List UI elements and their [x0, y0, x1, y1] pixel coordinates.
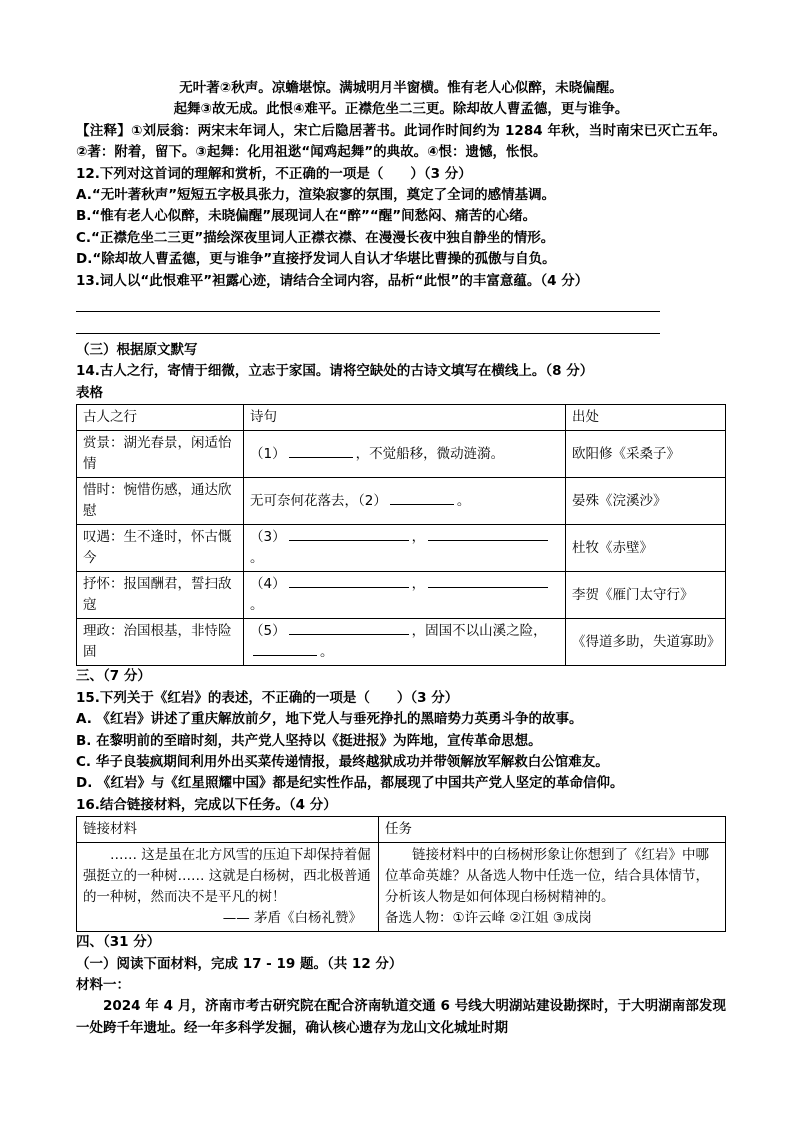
- exam-page: [76, 78, 726, 1039]
- part-4-heading: 四、（31 分）: [76, 934, 161, 951]
- verse-prefix: （1）: [250, 445, 286, 462]
- source-cell: 晏殊《浣溪沙》: [566, 478, 726, 525]
- verse-text: ，不觉船移，微动涟漪。: [355, 445, 505, 462]
- header-cell: 出处: [566, 405, 726, 431]
- table-header-row: [77, 405, 726, 431]
- material-signature: —— 茅盾《白杨礼赞》: [222, 910, 362, 927]
- header-cell: 诗句: [244, 405, 566, 431]
- fill-blank-3a[interactable]: [289, 540, 409, 541]
- verse-text: ，: [411, 576, 426, 593]
- source-cell: 欧阳修《采桑子》: [566, 431, 726, 478]
- material-1-label: 材料一：: [76, 976, 130, 993]
- verse-cell: [244, 431, 566, 478]
- category-cell: 抒怀：报国酬君，誓扫敌寇: [77, 572, 244, 619]
- notes: [76, 121, 726, 164]
- q15-stem: 15.下列关于《红岩》的表述，不正确的一项是（ ）（3 分）: [76, 689, 459, 706]
- source-cell: 杜牧《赤壁》: [566, 525, 726, 572]
- poem-line-2: 起舞③故无成。此恨④难平。正襟危坐二三更。除却故人曹孟德，更与谁争。: [173, 101, 629, 118]
- verse-prefix: 无可奈何花落去，（2）: [250, 492, 387, 509]
- table-row: [77, 478, 726, 525]
- recitation-table: [76, 404, 726, 666]
- verse-prefix: （4）: [250, 576, 286, 593]
- q12-stem: 12.下列对这首词的理解和赏析，不正确的一项是（ ）（3 分）: [76, 165, 472, 182]
- header-cell: 任务: [379, 817, 726, 843]
- table-header-row: [77, 817, 726, 843]
- q15-option-a: A. 《红岩》讲述了重庆解放前夕，地下党人与垂死挣扎的黑暗势力英勇斗争的故事。: [76, 711, 583, 728]
- material-quote: …… 这是虽在北方风雪的压迫下却保持着倔强挺立的一种树…… 这就是白杨树，西北极普通的一种树，然而决不是平凡的树！: [83, 847, 371, 906]
- q15-option-b: B. 在黎明前的至暗时刻，共产党人坚持以《挺进报》为阵地，宣传革命思想。: [76, 732, 542, 749]
- answer-line-2[interactable]: [76, 314, 660, 334]
- material-cell: [77, 843, 379, 932]
- q12-option-a: A.“无叶著秋声”短短五字极具张力，渲染寂寥的氛围，奠定了全词的感情基调。: [76, 187, 556, 204]
- task-text: 链接材料中的白杨树形象让你想到了《红岩》中哪位革命英雄？从备选人物中任选一位，结合具体情节，分析该人物是如何体现白杨树精神的。: [385, 847, 709, 906]
- category-cell: 惜时：惋惜伤感，通达欣慰: [77, 478, 244, 525]
- section-3-title: （三）根据原文默写: [76, 342, 198, 359]
- part-3-heading: 三、（7 分）: [76, 668, 151, 685]
- category-cell: 赏景：湖光春景，闲适怡情: [77, 431, 244, 478]
- table-row: [77, 619, 726, 666]
- fill-blank-5a[interactable]: [289, 634, 409, 635]
- table-row: [77, 525, 726, 572]
- material-1-text: 2024 年 4 月，济南市考古研究院在配合济南轨道交通 6 号线大明湖站建设勘探时，于大明湖南部发现一处跨千年遗址。经一年多科学发掘，确认核心遗存为龙山文化城址时期: [76, 998, 726, 1036]
- verse-cell: [244, 619, 566, 666]
- table-row: [77, 572, 726, 619]
- verse-cell: [244, 525, 566, 572]
- fill-blank-5b[interactable]: [253, 655, 317, 656]
- category-cell: 理政：治国根基，非恃险固: [77, 619, 244, 666]
- verse-end: 。: [320, 644, 334, 661]
- q15-option-d: D. 《红岩》与《红星照耀中国》都是纪实性作品，都展现了中国共产党人坚定的革命信仰。: [76, 775, 624, 792]
- fill-blank-2[interactable]: [390, 504, 454, 505]
- verse-end: 。: [250, 597, 264, 614]
- part-4-sub: （一）阅读下面材料，完成 17 - 19 题。（共 12 分）: [76, 955, 403, 972]
- source-cell: 《得道多助，失道寡助》: [566, 619, 726, 666]
- fill-blank-1[interactable]: [289, 457, 353, 458]
- verse-cell: [244, 478, 566, 525]
- fill-blank-3b[interactable]: [428, 540, 548, 541]
- table-label: 表格: [76, 384, 103, 401]
- link-material-table: [76, 816, 726, 932]
- category-cell: 叹遇：生不逢时，怀古慨今: [77, 525, 244, 572]
- fill-blank-4a[interactable]: [289, 587, 409, 588]
- task-cell: [379, 843, 726, 932]
- verse-text: 。: [456, 492, 471, 509]
- verse-prefix: （5）: [250, 623, 286, 640]
- notes-label: 【注释】: [76, 122, 131, 139]
- answer-line-1[interactable]: [76, 292, 660, 312]
- q14-stem: 14.古人之行，寄情于细微，立志于家国。请将空缺处的古诗文填写在横线上。（8 分）: [76, 363, 594, 380]
- verse-cell: [244, 572, 566, 619]
- verse-text: ，: [411, 529, 426, 546]
- fill-blank-4b[interactable]: [428, 587, 548, 588]
- task-candidates: 备选人物：①许云峰 ②江姐 ③成岗: [385, 910, 592, 927]
- verse-text: ，固国不以山溪之险，: [411, 623, 547, 640]
- verse-prefix: （3）: [250, 529, 286, 546]
- poem-line-1: 无叶著②秋声。凉蟾堪惊。满城明月半窗横。惟有老人心似醉，未晓偏醒。: [179, 80, 623, 96]
- q12-option-d: D.“除却故人曹孟德，更与谁争”直接抒发词人自认才华堪比曹操的孤傲与自负。: [76, 251, 556, 268]
- table-row: [77, 431, 726, 478]
- notes-text: ①刘辰翁：两宋末年词人，宋亡后隐居著书。此词作时间约为 1284 年秋，当时南宋已灭亡五年。②著：附着，留下。③起舞：化用祖逖“闻鸡起舞”的典故。④恨：遗憾，怅恨。: [76, 122, 727, 161]
- q16-stem: 16.结合链接材料，完成以下任务。（4 分）: [76, 796, 337, 813]
- verse-end: 。: [250, 550, 264, 567]
- q12-option-c: C.“正襟危坐二三更”描绘深夜里词人正襟衣襟、在漫漫长夜中独自静坐的情形。: [76, 229, 555, 246]
- q15-option-c: C. 华子良装疯期间利用外出买菜传递情报，最终越狱成功并带领解放军解救白公馆难友。: [76, 753, 609, 770]
- q12-option-b: B.“惟有老人心似醉，未晓偏醒”展现词人在“醉”“醒”间愁闷、痛苦的心绪。: [76, 208, 537, 225]
- q13-stem: 13.词人以“此恨难平”袒露心迹，请结合全词内容，品析“此恨”的丰富意蕴。（4 分）: [76, 272, 589, 289]
- source-cell: 李贺《雁门太守行》: [566, 572, 726, 619]
- header-cell: 链接材料: [77, 817, 379, 843]
- header-cell: 古人之行: [77, 405, 244, 431]
- table-row: [77, 843, 726, 932]
